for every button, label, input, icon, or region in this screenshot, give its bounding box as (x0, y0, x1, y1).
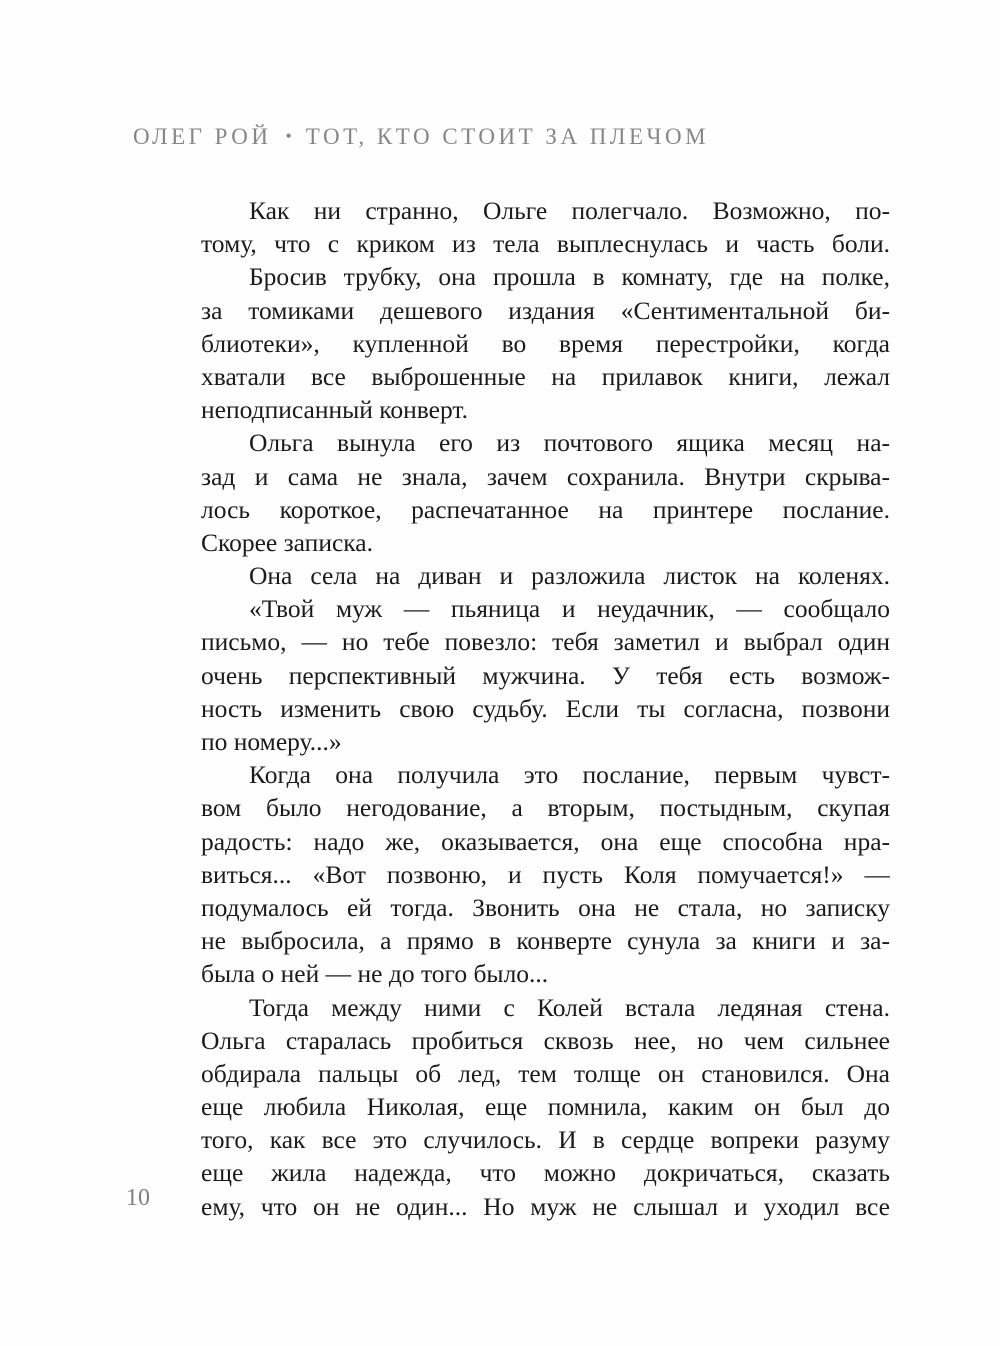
text-line: лось короткое, распечатанное на принтере послание. (201, 494, 890, 524)
text-line: Скорее записка. (201, 527, 373, 557)
text-line: Она села на диван и разложила листок на коленях. (249, 561, 890, 591)
text-line: Как ни странно, Ольге полегчало. Возможно, по- (249, 196, 890, 225)
text-line: ность изменить свою судьбу. Если ты согласна, позвони (201, 693, 890, 723)
author-name: ОЛЕГ РОЙ (133, 124, 272, 149)
text-line: блиотеки», купленной во время перестройки, когда (201, 328, 890, 358)
text-line: Когда она получила это послание, первым чувст- (249, 760, 890, 790)
text-line: того, как все это случилось. И в сердце вопреки разуму (201, 1125, 890, 1155)
bullet-separator-icon: • (285, 126, 292, 146)
text-line: была о ней — не до того было... (201, 959, 549, 989)
text-line: еще любила Николая, еще помнила, каким он был до (201, 1092, 890, 1122)
text-line: «Твой муж — пьяница и неудачник, — сообщало (249, 594, 890, 624)
page-number: 10 (126, 1185, 150, 1211)
text-line: неподписанный конверт. (201, 395, 469, 425)
text-line: хватали все выброшенные на прилавок книги, лежал (201, 361, 890, 391)
text-line: вом было негодование, а вторым, постыдным, скупая (201, 793, 890, 823)
text-line: виться... «Вот позвоню, и пусть Коля помучается!» — (201, 859, 890, 889)
text-line: подумалось ей тогда. Звонить она не стала, но записку (201, 892, 890, 922)
text-line: Ольга старалась пробиться сквозь нее, но чем сильнее (201, 1025, 890, 1055)
text-line: не выбросила, а прямо в конверте сунула за книги и за- (201, 926, 890, 956)
text-line: зад и сама не знала, зачем сохранила. Внутри скрыва- (201, 461, 890, 491)
text-line: письмо, — но тебе повезло: тебя заметил и выбрал один (201, 627, 890, 657)
text-line: Бросив трубку, она прошла в комнату, где на полке, (249, 262, 890, 292)
text-line: обдирала пальцы об лед, тем толще он становился. Она (201, 1058, 890, 1088)
text-line: еще жила надежда, что можно докричаться, сказать (201, 1158, 890, 1188)
text-line: тому, что с криком из тела выплеснулась и часть боли. (201, 229, 890, 259)
body-text (201, 194, 890, 1223)
book-title: ТОТ, КТО СТОИТ ЗА ПЛЕЧОМ (305, 124, 710, 149)
text-line: за томиками дешевого издания «Сентиментальной би- (201, 295, 890, 325)
text-line: Ольга вынула его из почтового ящика месяц на- (249, 428, 890, 458)
text-line: ему, что он не один... Но муж не слышал и уходил все (201, 1191, 890, 1221)
text-line: радость: надо же, оказывается, она еще способна нра- (201, 826, 890, 856)
text-line: Тогда между ними с Колей встала ледяная стена. (249, 992, 890, 1022)
text-line: по номеру...» (201, 727, 342, 756)
text-line: очень перспективный мужчина. У тебя есть возмож- (201, 660, 890, 690)
running-header (133, 124, 709, 150)
